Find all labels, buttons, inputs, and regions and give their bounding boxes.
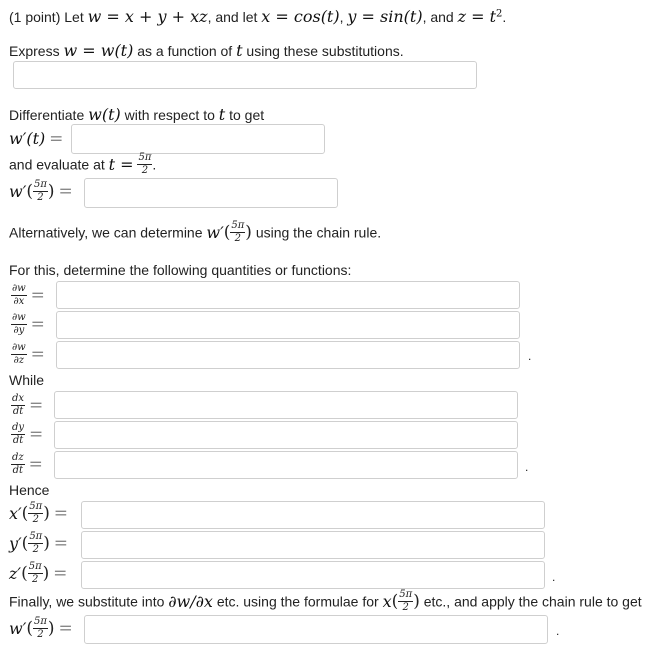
diff-prefix: Differentiate	[9, 107, 85, 123]
eval-fraction	[33, 180, 48, 203]
dw-dx-input[interactable]	[56, 281, 520, 309]
express-suffix: as a function of	[137, 43, 233, 59]
partial-num: ∂w	[12, 283, 26, 294]
w-prime-t-input[interactable]	[71, 124, 325, 154]
w-definition: w = x + y + xz	[87, 7, 208, 26]
alt-prefix: Alternatively, we can determine	[9, 224, 203, 241]
partial-den: ∂x	[13, 296, 25, 307]
while-label: While	[9, 372, 45, 388]
frac-numerator: 5π	[399, 589, 413, 600]
w-prime-eval-input[interactable]	[84, 178, 338, 208]
alternatively-text: Alternatively, we can determine w′( $\frac{5\pi}{2}$ ) using the chain rule.	[9, 220, 382, 244]
x-fn-symbol: x	[382, 592, 392, 611]
z-prime-symbol: z′	[9, 564, 22, 583]
z-prime-period: .	[552, 570, 556, 584]
y-definition: y = sin(t)	[347, 7, 423, 26]
dw-dy-input[interactable]	[56, 311, 520, 339]
final-w-prime-input[interactable]	[84, 615, 548, 644]
dz-dt-label: $\frac{dz}{dt}$ =	[12, 452, 43, 476]
dw-dz-input[interactable]	[56, 341, 520, 369]
alt-suffix: using the chain rule.	[255, 224, 382, 241]
w-prime-symbol: w′	[9, 182, 27, 201]
partial-row-z-label: $\frac{\partial w}{\partial z}$ =	[12, 342, 45, 366]
dy-dt-input[interactable]	[54, 421, 518, 449]
w-prime-t-label: w′(t) =	[9, 129, 64, 149]
frac-numerator: 5π	[28, 561, 42, 572]
partials-intro: For this, determine the following quantities or functions:	[9, 262, 352, 278]
deriv-den: dt	[12, 406, 24, 417]
dw-dx-symbol: ∂w/∂x	[168, 592, 213, 611]
wt-symbol: w(t)	[88, 105, 121, 124]
t-equals: t =	[108, 155, 134, 174]
express-instruction	[9, 41, 404, 60]
x-definition: x = cos(t)	[261, 7, 340, 26]
eval-prefix: and evaluate at	[9, 156, 105, 173]
partial-row-x-label: $\frac{\partial w}{\partial x}$ =	[12, 283, 45, 307]
z-prime-input[interactable]	[81, 561, 545, 589]
x-prime-input[interactable]	[81, 501, 545, 529]
final-w-prime-symbol: w′	[9, 619, 27, 638]
frac-denominator: 2	[32, 514, 39, 525]
express-suffix2: using these substitutions.	[246, 43, 404, 59]
partial-den: ∂y	[13, 325, 25, 336]
finally-text2: etc. using the formulae for	[216, 593, 379, 610]
z-prime-label: z′( $\frac{5\pi}{2}$ ) =	[9, 561, 68, 585]
eval-point-fraction	[137, 153, 152, 176]
express-prefix: Express	[9, 43, 60, 59]
frac-numerator: 5π	[138, 152, 152, 163]
and-let-text: , and let	[207, 9, 258, 25]
final-w-prime-label: w′( $\frac{5\pi}{2}$ ) =	[9, 616, 73, 640]
deriv-num: dz	[12, 452, 24, 463]
partial-row-y-label: $\frac{\partial w}{\partial y}$ =	[12, 312, 45, 336]
frac-numerator: 5π	[29, 531, 43, 542]
alt-w-prime: w′	[206, 223, 224, 242]
frac-denominator: 2	[402, 602, 409, 613]
t-symbol: t	[218, 105, 226, 124]
t-symbol: t	[236, 41, 243, 60]
diff-middle: with respect to	[124, 107, 215, 123]
eval-period: .	[152, 156, 157, 173]
x-prime-symbol: x′	[9, 504, 22, 523]
problem-statement: (1 point) Let w = x + y + xz, and let x = cos(t), y = sin(t), and $z = t^2$.	[9, 7, 507, 26]
dz-dt-period: .	[525, 460, 529, 474]
final-period: .	[556, 624, 560, 638]
w-of-t-input[interactable]	[13, 61, 477, 89]
frac-denominator: 2	[234, 233, 242, 244]
finally-text: Finally, we substitute into ∂w/∂x etc. using the formulae for x( $\frac{5\pi}{2}$ ) etc., and apply the chain rule to get	[9, 589, 642, 613]
z-definition: z = t	[457, 7, 497, 26]
frac-denominator: 2	[141, 165, 149, 176]
w-prime-t-lhs: w′(t)	[9, 129, 46, 148]
dz-dt-input[interactable]	[54, 451, 518, 479]
frac-denominator: 2	[37, 629, 44, 640]
deriv-num: dy	[12, 422, 25, 433]
deriv-den: dt	[12, 465, 24, 476]
intro-text: Let	[64, 9, 84, 25]
differentiate-instruction	[9, 105, 264, 124]
frac-denominator: 2	[37, 192, 44, 203]
frac-denominator: 2	[31, 574, 39, 585]
z-exponent: 2	[496, 8, 503, 20]
frac-numerator: 5π	[29, 501, 43, 512]
deriv-den: dt	[12, 435, 24, 446]
dx-dt-input[interactable]	[54, 391, 518, 419]
frac-denominator: 2	[32, 544, 39, 555]
and-text: , and	[422, 9, 454, 25]
y-prime-input[interactable]	[81, 531, 545, 559]
w-equals-wt: w = w(t)	[63, 41, 134, 60]
x-prime-label: x′( $\frac{5\pi}{2}$ ) =	[9, 501, 69, 525]
dy-dt-label: $\frac{dy}{dt}$ =	[12, 422, 44, 446]
points-label: (1 point)	[9, 9, 61, 25]
statement-period: .	[502, 9, 507, 25]
frac-numerator: 5π	[231, 220, 245, 231]
finally-text1: Finally, we substitute into	[9, 593, 165, 610]
hence-label: Hence	[9, 482, 50, 498]
alt-fraction	[230, 221, 245, 244]
y-prime-symbol: y′	[9, 534, 22, 553]
dx-dt-label: $\frac{dx}{dt}$ =	[12, 393, 44, 417]
partial-num: ∂w	[12, 342, 26, 353]
partial-den: ∂z	[13, 355, 25, 366]
w-prime-eval-label: w′( $\frac{5\pi}{2}$ ) =	[9, 179, 73, 203]
frac-numerator: 5π	[33, 616, 47, 627]
finally-text3: etc., and apply the chain rule to get	[423, 593, 642, 610]
evaluate-instruction	[9, 153, 156, 176]
y-prime-label: y′( $\frac{5\pi}{2}$ ) =	[9, 531, 69, 555]
partial-num: ∂w	[12, 312, 26, 323]
deriv-num: dx	[12, 393, 25, 404]
diff-suffix: to get	[229, 107, 265, 123]
dw-dz-period: .	[528, 349, 532, 363]
frac-numerator: 5π	[33, 179, 47, 190]
